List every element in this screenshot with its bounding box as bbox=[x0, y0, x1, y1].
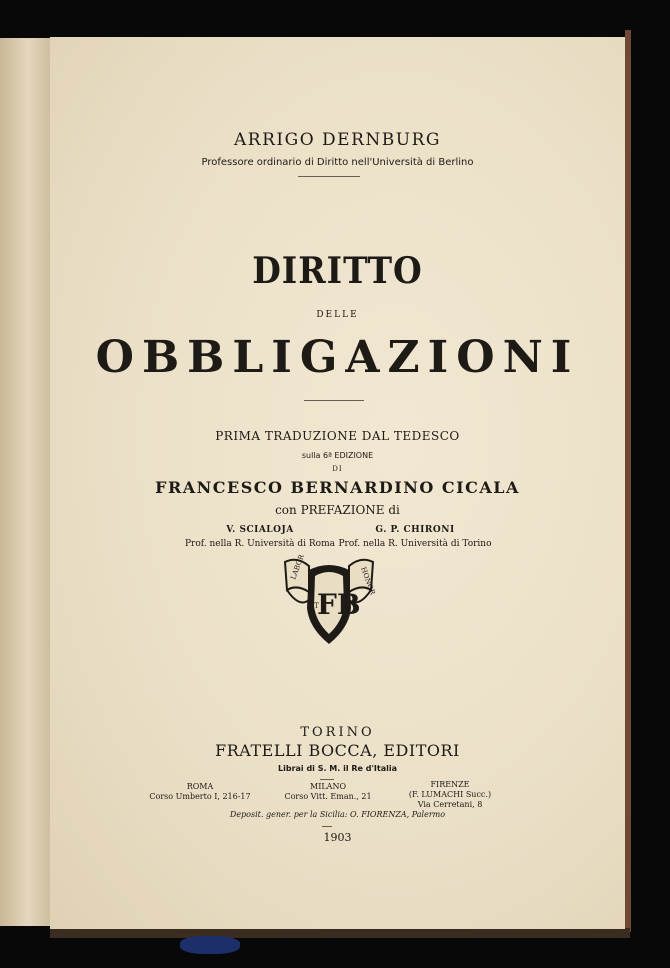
branch-city: FIRENZE bbox=[430, 780, 470, 789]
divider-rule bbox=[322, 826, 332, 827]
book-spine-page bbox=[0, 38, 52, 926]
ribbon-marker bbox=[180, 936, 240, 954]
edition-note: sulla 6ª EDIZIONE bbox=[301, 451, 374, 460]
prefacer-role: Prof. nella R. Università di Torino bbox=[338, 539, 492, 549]
divider-rule bbox=[304, 400, 364, 401]
prefacer-name: G. P. CHIRONI bbox=[375, 525, 455, 535]
booksellers-note: Librai di S. M. il Re d'Italia bbox=[278, 764, 397, 773]
title-line-1: DIRITTO bbox=[252, 249, 423, 292]
preface-intro: con PREFAZIONE di bbox=[275, 503, 400, 517]
author-role: Professore ordinario di Diritto nell'Università di Berlino bbox=[201, 157, 474, 168]
divider-rule bbox=[298, 176, 360, 177]
divider-rule bbox=[320, 779, 334, 780]
monogram: FB bbox=[317, 588, 361, 621]
author-name: ARRIGO DERNBURG bbox=[234, 130, 441, 150]
title-page bbox=[50, 37, 625, 929]
motto-mid: ET bbox=[309, 602, 319, 610]
prefacer-role: Prof. nella R. Università di Roma bbox=[184, 539, 336, 549]
translator-preposition: DI bbox=[332, 465, 343, 473]
branch-city: ROMA bbox=[186, 782, 214, 791]
publisher-emblem-icon bbox=[279, 548, 379, 648]
prefacer-name: V. SCIALOJA bbox=[226, 525, 294, 535]
cover-edge bbox=[625, 30, 631, 932]
branch-address: Corso Vitt. Eman., 21 bbox=[284, 792, 372, 801]
title-line-2: OBBLIGAZIONI bbox=[95, 332, 580, 383]
prefacer-left bbox=[180, 525, 340, 549]
branch-milano bbox=[268, 782, 388, 802]
deposit-note: Deposit. gener. per la Sicilia: O. FIORENZA, Palermo bbox=[229, 810, 446, 819]
branch-note: (F. LUMACHI Succ.) bbox=[408, 790, 492, 799]
translator-name: FRANCESCO BERNARDINO CICALA bbox=[155, 478, 520, 497]
branch-address: Via Cerretani, 8 bbox=[417, 800, 483, 809]
prefacer-right bbox=[330, 525, 500, 549]
book-bottom-edge bbox=[50, 928, 630, 938]
branch-address: Corso Umberto I, 216-17 bbox=[149, 792, 251, 801]
publisher-name: FRATELLI BOCCA, EDITORI bbox=[215, 741, 460, 760]
branch-city: MILANO bbox=[310, 782, 346, 791]
motto-left: LABOR bbox=[289, 553, 306, 581]
translation-note: PRIMA TRADUZIONE DAL TEDESCO bbox=[215, 429, 460, 443]
title-connector: DELLE bbox=[316, 310, 359, 320]
branch-roma bbox=[140, 782, 260, 802]
publication-year: 1903 bbox=[323, 831, 352, 844]
branch-firenze bbox=[390, 780, 510, 810]
motto-right: HONOR bbox=[359, 565, 377, 596]
imprint-city: TORINO bbox=[300, 725, 375, 740]
